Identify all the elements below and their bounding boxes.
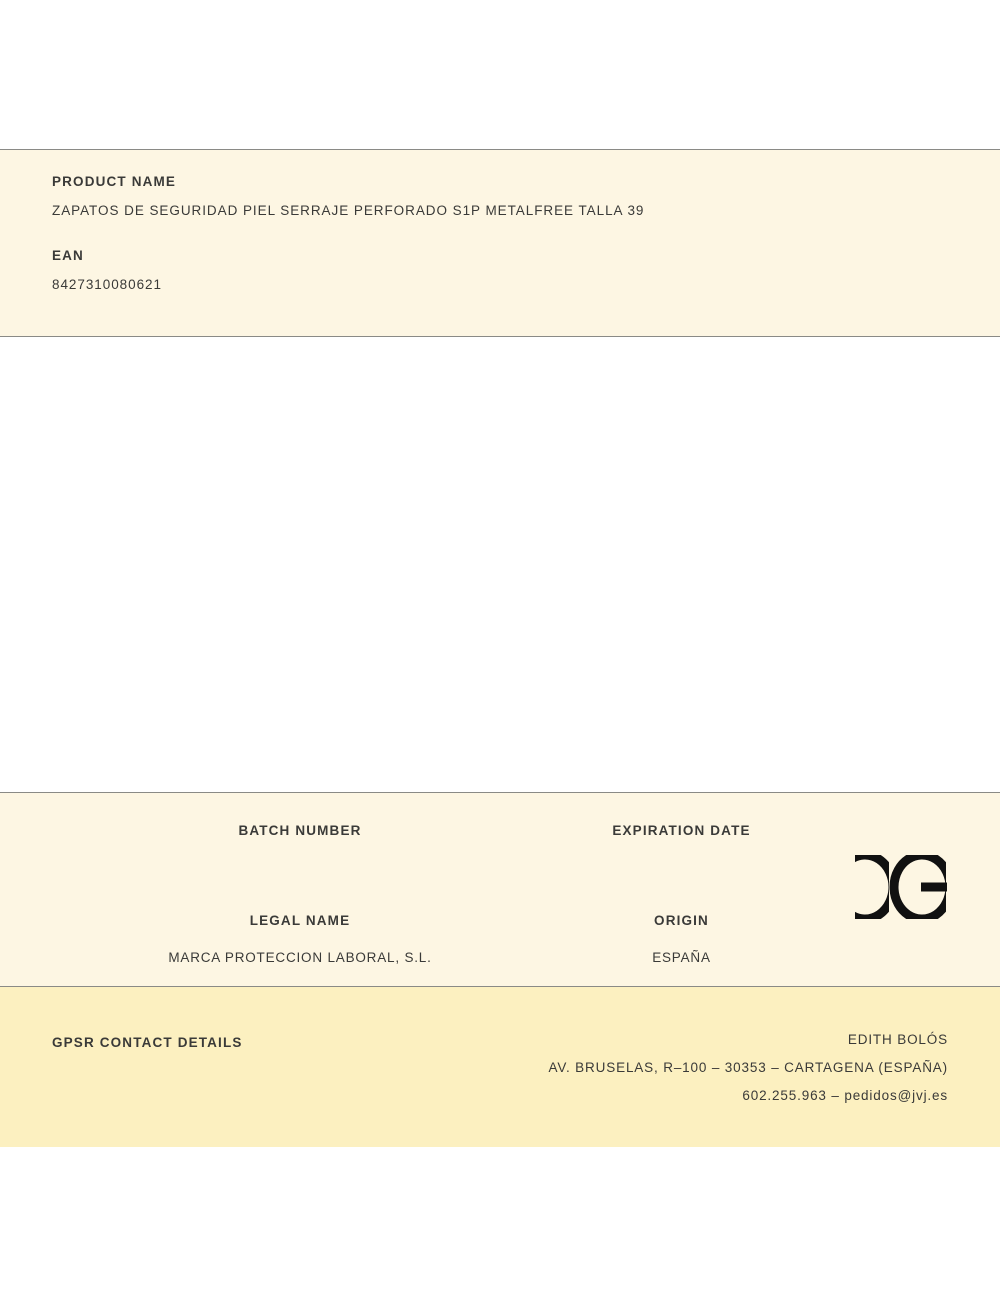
ean-value: 8427310080621 (52, 277, 162, 292)
legal-name-label: LEGAL NAME (249, 913, 351, 928)
gpsr-contact-name: EDITH BOLÓS (847, 1032, 948, 1047)
expiration-date-inner (600, 823, 763, 838)
legal-name-value: MARCA PROTECCION LABORAL, S.L. (168, 950, 432, 965)
expiration-date-label: EXPIRATION DATE (612, 823, 751, 838)
bottom-blank-area (0, 1147, 1000, 1300)
legal-origin-row (0, 913, 1000, 965)
gpsr-contact-address: AV. BRUSELAS, R–100 – 30353 – CARTAGENA (ESPAÑA) (548, 1060, 948, 1075)
product-name-value: ZAPATOS DE SEGURIDAD PIEL SERRAJE PERFORADO S1P METALFREE TALLA 39 (52, 203, 645, 218)
gpsr-title: GPSR CONTACT DETAILS (52, 1035, 243, 1050)
field-spacer (52, 218, 948, 248)
origin-value: ESPAÑA (652, 950, 711, 965)
origin-inner (600, 913, 763, 965)
product-info-block (0, 149, 1000, 337)
batch-number-label: BATCH NUMBER (238, 823, 362, 838)
origin-cell (600, 913, 1000, 965)
product-info-inner (0, 150, 1000, 292)
batch-expiration-row (0, 823, 1000, 860)
product-name-label: PRODUCT NAME (52, 174, 177, 189)
legal-name-cell (0, 913, 600, 965)
gpsr-block (0, 987, 1000, 1147)
origin-label: ORIGIN (654, 913, 709, 928)
gpsr-contact-details (549, 1032, 948, 1103)
gpsr-contact-phone-email: 602.255.963 – pedidos@jvj.es (742, 1088, 948, 1103)
ean-label: EAN (52, 248, 84, 263)
ce-marking-icon (855, 855, 955, 919)
batch-number-cell (0, 823, 600, 860)
blank-content-area (0, 337, 1000, 792)
manufacturer-info-block (0, 792, 1000, 987)
